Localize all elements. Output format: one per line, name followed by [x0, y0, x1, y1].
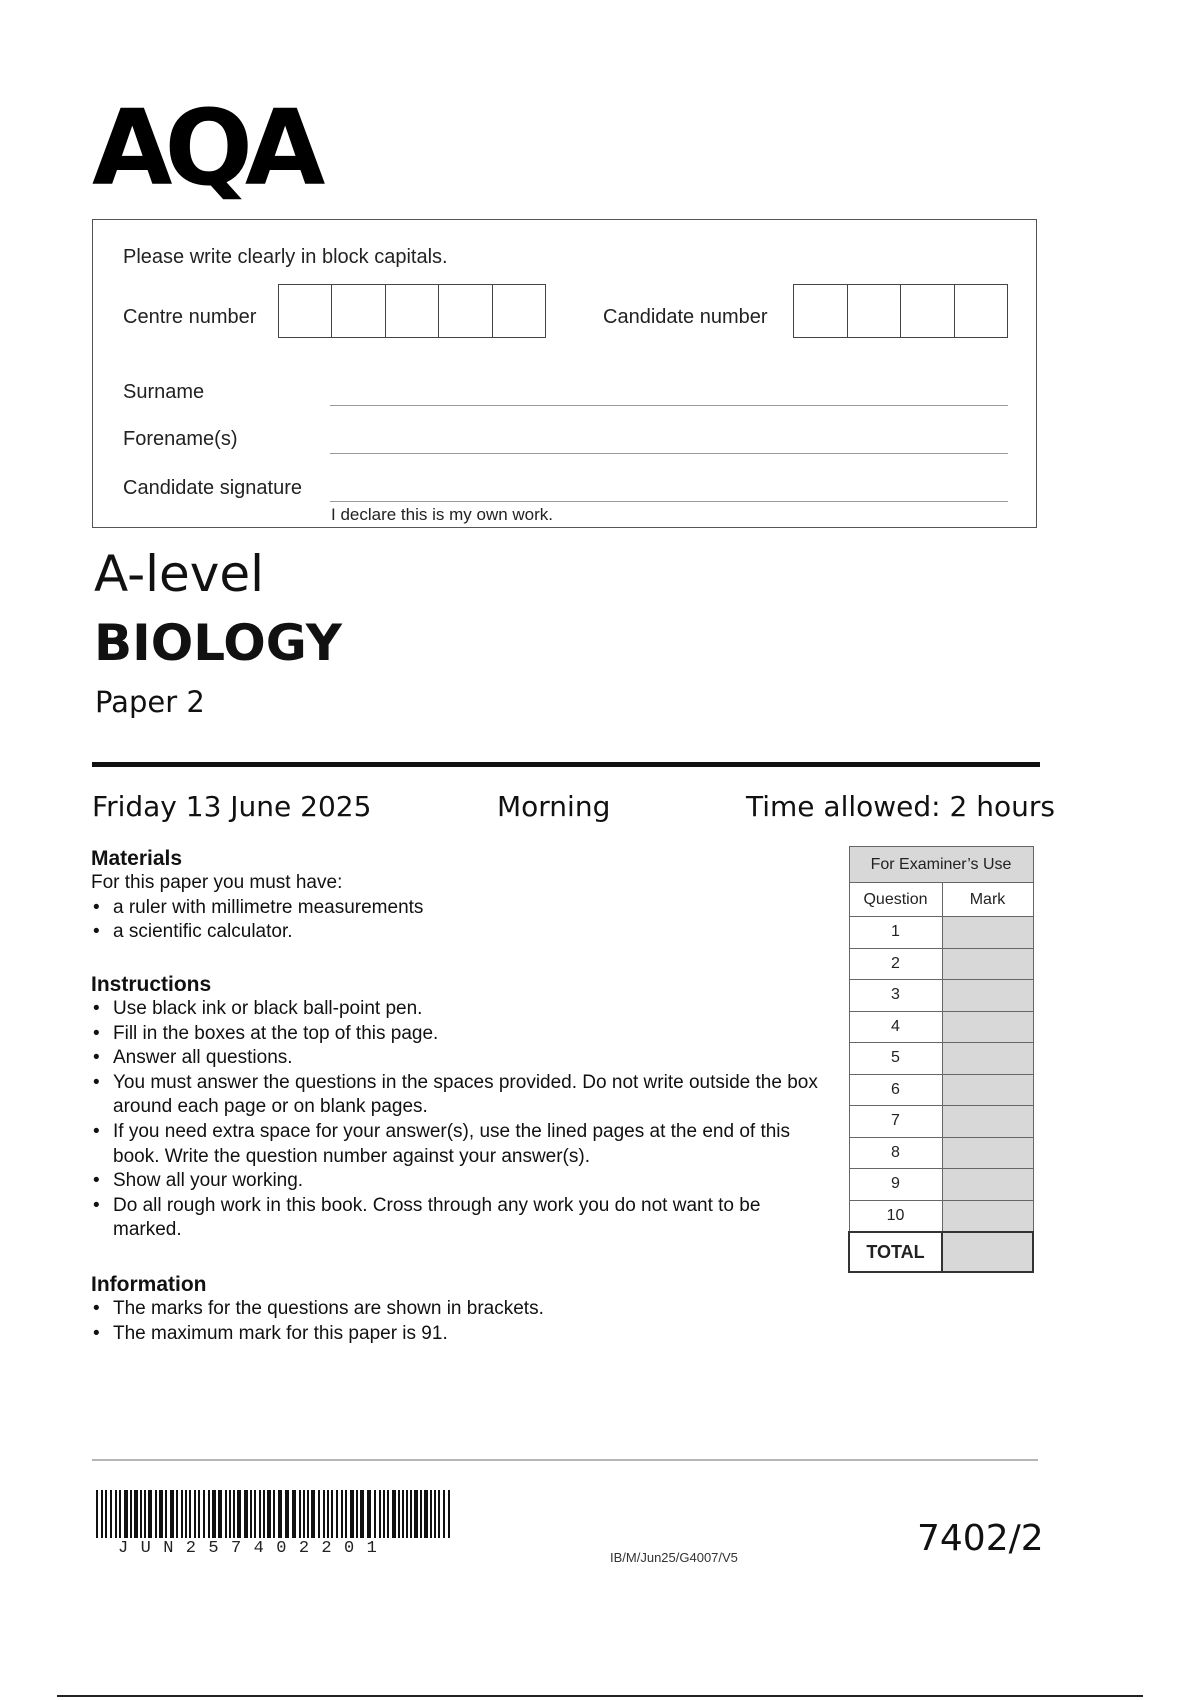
barcode-bar	[233, 1490, 235, 1538]
question-number: 1	[849, 917, 942, 949]
barcode-bar	[438, 1490, 440, 1538]
total-mark-cell	[942, 1232, 1033, 1272]
table-row	[849, 980, 1033, 1012]
barcode-text: JUN257402201	[118, 1539, 390, 1558]
barcode-bar	[318, 1490, 320, 1538]
instruction-item: • Show all your working.	[91, 1169, 821, 1194]
barcode-bar	[341, 1490, 343, 1538]
barcode-bar	[383, 1490, 385, 1538]
aqa-logo: AQA	[92, 87, 318, 209]
barcode-bar	[155, 1490, 157, 1538]
barcode-bar	[350, 1490, 354, 1538]
barcode-bar	[101, 1490, 103, 1538]
barcode-bar	[218, 1490, 222, 1538]
barcode-bar	[159, 1490, 163, 1538]
mark-cell	[942, 1043, 1033, 1075]
centre-digit-box[interactable]	[493, 285, 545, 337]
total-label: TOTAL	[849, 1232, 942, 1272]
candidate-digit-box[interactable]	[794, 285, 848, 337]
barcode-bar	[430, 1490, 432, 1538]
barcode-bar	[203, 1490, 205, 1538]
barcode-bar	[115, 1490, 117, 1538]
mark-cell	[942, 1169, 1033, 1201]
barcode-bar	[402, 1490, 404, 1538]
surname-field[interactable]	[330, 404, 1008, 406]
instruction-item: • You must answer the questions in the spaces provided. Do not write outside the box around each page or on blank pages.	[91, 1071, 821, 1120]
barcode-bar	[237, 1490, 241, 1538]
question-column-header: Question	[849, 883, 942, 917]
paper-code: 7402/2	[917, 1518, 1044, 1559]
barcode-bar	[424, 1490, 428, 1538]
mark-column-header: Mark	[942, 883, 1033, 917]
barcode-bar	[448, 1490, 450, 1538]
barcode-bar	[189, 1490, 191, 1538]
barcode-bar	[443, 1490, 445, 1538]
signature-field[interactable]	[330, 500, 1008, 502]
question-number: 5	[849, 1043, 942, 1075]
table-row	[849, 1011, 1033, 1043]
signature-label: Candidate signature	[123, 477, 303, 499]
centre-digit-box[interactable]	[279, 285, 332, 337]
barcode-bar	[360, 1490, 364, 1538]
table-row	[849, 1106, 1033, 1138]
barcode-bar	[398, 1490, 400, 1538]
barcode-bar	[212, 1490, 216, 1538]
exam-date: Friday 13 June 2025	[92, 790, 372, 823]
question-number: 3	[849, 980, 942, 1012]
barcode-bar	[165, 1490, 167, 1538]
instruction-item: • Use black ink or black ball-point pen.	[91, 997, 821, 1022]
barcode-bar	[176, 1490, 178, 1538]
centre-digit-box[interactable]	[332, 285, 385, 337]
barcode-bar	[130, 1490, 132, 1538]
document-reference: IB/M/Jun25/G4007/V5	[610, 1550, 738, 1565]
examiner-use-table	[848, 846, 1034, 1273]
barcode-bar	[273, 1490, 275, 1538]
information-item: • The marks for the questions are shown in brackets.	[91, 1297, 811, 1322]
barcode-bar	[148, 1490, 152, 1538]
question-number: 7	[849, 1106, 942, 1138]
information-section	[91, 1273, 811, 1346]
paper-number: Paper 2	[95, 685, 205, 719]
table-row	[849, 1074, 1033, 1106]
block-capitals-instruction: Please write clearly in block capitals.	[123, 246, 448, 268]
table-row	[849, 1137, 1033, 1169]
barcode-bar	[134, 1490, 138, 1538]
barcode-bar	[259, 1490, 261, 1538]
barcode-bar	[267, 1490, 271, 1538]
barcode	[96, 1490, 454, 1538]
barcode-bar	[387, 1490, 389, 1538]
barcode-bar	[434, 1490, 436, 1538]
barcode-bar	[323, 1490, 325, 1538]
barcode-bar	[367, 1490, 371, 1538]
question-number: 8	[849, 1137, 942, 1169]
instructions-section	[91, 973, 821, 1243]
barcode-bar	[110, 1490, 112, 1538]
barcode-bar	[414, 1490, 418, 1538]
footer-divider	[92, 1459, 1038, 1461]
instructions-heading: Instructions	[91, 973, 212, 996]
centre-digit-box[interactable]	[439, 285, 492, 337]
declaration-text: I declare this is my own work.	[331, 505, 554, 524]
table-row	[849, 1200, 1033, 1232]
table-row	[849, 917, 1033, 949]
barcode-bar	[96, 1490, 98, 1538]
table-row	[849, 1169, 1033, 1201]
mark-cell	[942, 917, 1033, 949]
candidate-digit-box[interactable]	[901, 285, 955, 337]
barcode-bar	[336, 1490, 338, 1538]
information-heading: Information	[91, 1273, 207, 1296]
mark-cell	[942, 1137, 1033, 1169]
mark-cell	[942, 1200, 1033, 1232]
barcode-bar	[327, 1490, 329, 1538]
barcode-bar	[345, 1490, 347, 1538]
barcode-bar	[263, 1490, 265, 1538]
question-number: 2	[849, 948, 942, 980]
materials-item: • a scientific calculator.	[91, 920, 811, 945]
barcode-bar	[244, 1490, 248, 1538]
page-bottom-rule	[57, 1695, 1143, 1697]
barcode-bar	[307, 1490, 309, 1538]
mark-cell	[942, 1074, 1033, 1106]
barcode-bar	[208, 1490, 210, 1538]
barcode-bar	[225, 1490, 227, 1538]
barcode-bar	[170, 1490, 174, 1538]
question-number: 4	[849, 1011, 942, 1043]
centre-number-label: Centre number	[123, 306, 257, 328]
barcode-bar	[194, 1490, 196, 1538]
barcode-bar	[392, 1490, 396, 1538]
materials-item: • a ruler with millimetre measurements	[91, 896, 811, 921]
instruction-item: • If you need extra space for your answer(s), use the lined pages at the end of this book. Write the question number against your answer(s).	[91, 1120, 821, 1169]
materials-intro: For this paper you must have:	[91, 872, 343, 893]
surname-label: Surname	[123, 381, 205, 403]
mark-cell	[942, 948, 1033, 980]
subject-title: BIOLOGY	[94, 614, 342, 672]
barcode-bar	[250, 1490, 252, 1538]
information-item: • The maximum mark for this paper is 91.	[91, 1322, 811, 1347]
barcode-bar	[119, 1490, 121, 1538]
candidate-details-box	[92, 219, 1037, 528]
mark-cell	[942, 1011, 1033, 1043]
mark-cell	[942, 980, 1033, 1012]
question-number: 10	[849, 1200, 942, 1232]
barcode-bar	[185, 1490, 187, 1538]
barcode-bar	[285, 1490, 289, 1538]
forenames-field[interactable]	[330, 452, 1008, 454]
barcode-bar	[303, 1490, 305, 1538]
barcode-bar	[331, 1490, 333, 1538]
barcode-bar	[356, 1490, 358, 1538]
barcode-bar	[105, 1490, 107, 1538]
barcode-bar	[299, 1490, 301, 1538]
barcode-bar	[181, 1490, 183, 1538]
barcode-bar	[410, 1490, 412, 1538]
qualification-level: A-level	[94, 545, 265, 603]
barcode-bar	[278, 1490, 282, 1538]
instruction-item: • Do all rough work in this book. Cross through any work you do not want to be marked.	[91, 1194, 821, 1243]
barcode-bar	[292, 1490, 296, 1538]
time-allowed: Time allowed: 2 hours	[746, 790, 1055, 823]
table-row	[849, 948, 1033, 980]
examiner-table-title: For Examiner’s Use	[849, 847, 1033, 883]
mark-cell	[942, 1106, 1033, 1138]
total-row	[849, 1232, 1033, 1272]
table-row	[849, 1043, 1033, 1075]
question-number: 9	[849, 1169, 942, 1201]
candidate-number-boxes[interactable]	[793, 284, 1008, 338]
instruction-item: • Fill in the boxes at the top of this page.	[91, 1022, 821, 1047]
barcode-bar	[374, 1490, 376, 1538]
barcode-bar	[406, 1490, 408, 1538]
barcode-bar	[124, 1490, 128, 1538]
barcode-bar	[144, 1490, 146, 1538]
barcode-bar	[229, 1490, 231, 1538]
barcode-bar	[420, 1490, 422, 1538]
barcode-bar	[254, 1490, 256, 1538]
centre-number-boxes[interactable]	[278, 284, 546, 338]
instruction-item: • Answer all questions.	[91, 1046, 821, 1071]
materials-heading: Materials	[91, 847, 183, 870]
candidate-number-label: Candidate number	[603, 306, 768, 328]
barcode-bar	[379, 1490, 381, 1538]
barcode-bar	[198, 1490, 200, 1538]
question-number: 6	[849, 1074, 942, 1106]
candidate-digit-box[interactable]	[848, 285, 902, 337]
centre-digit-box[interactable]	[386, 285, 439, 337]
barcode-bar	[140, 1490, 142, 1538]
candidate-digit-box[interactable]	[955, 285, 1008, 337]
forenames-label: Forename(s)	[123, 428, 238, 450]
materials-section	[91, 847, 811, 945]
exam-session: Morning	[497, 790, 611, 823]
barcode-bar	[311, 1490, 315, 1538]
title-divider	[92, 762, 1040, 767]
